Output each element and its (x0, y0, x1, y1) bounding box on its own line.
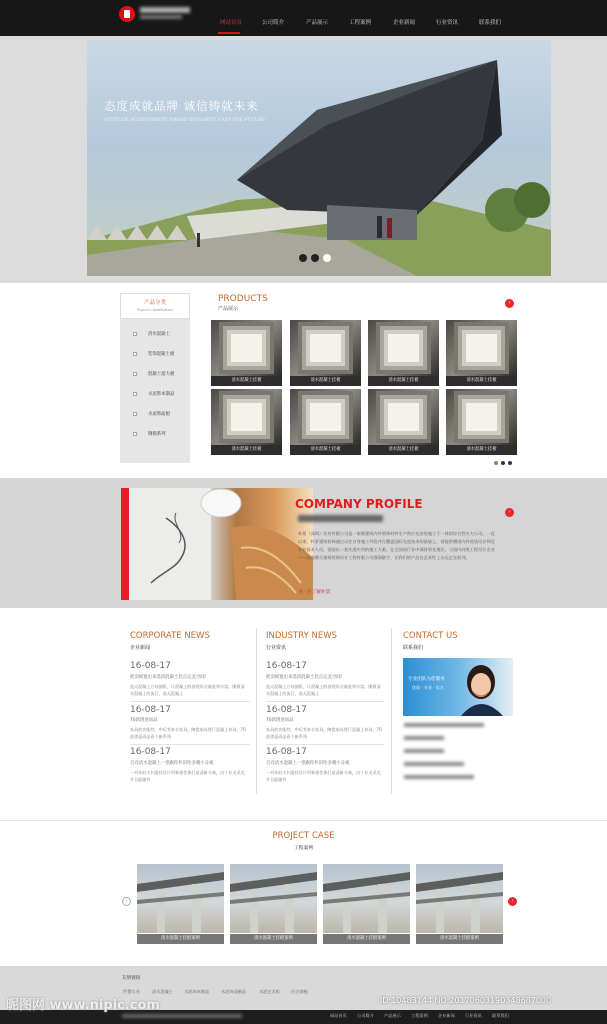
project-image[interactable] (137, 864, 224, 933)
banner-dot-3[interactable] (323, 254, 331, 262)
product-image[interactable] (211, 320, 282, 376)
bridge-illustration (323, 864, 410, 933)
contact-info-line (404, 749, 444, 753)
news-text: 一对年轻夫妇委托设计所新建住体打造清新分离，由于业司采光并且能随有 (266, 770, 381, 782)
contact-info-line (404, 762, 464, 766)
friend-link[interactable]: 仿古钢模 (291, 989, 308, 994)
nav-contact[interactable]: 联系我们 (479, 20, 502, 26)
products-subtitle: 产品展示 (218, 306, 239, 312)
products-dot-3[interactable] (508, 461, 512, 465)
category-icon (133, 432, 137, 436)
category-icon (133, 392, 137, 396)
category-header (120, 293, 190, 319)
industry-news-title: INDUSTRY NEWS (266, 631, 338, 641)
friend-link[interactable]: 清水混凝土 (152, 989, 173, 994)
news-date: 16-08-17 (130, 705, 171, 715)
news-title[interactable]: 把旧闲置出来选清混凝土装点完美空间！ (130, 675, 210, 680)
news-title[interactable]: 70款创意而品 (130, 718, 158, 723)
company-description: 朴景（深圳）实业有限公司是一家集建筑内外装饰材料生产供应及安装施工于一体的综合性实力公司。一直以来，朴景建筑装饰通过以往自身施工经验并在覆盖国际先进技术的基础上，视能带德国内外优质设计师及专业技术人员，创造出一套先进实用的施工方案，在全国同行业中保持领先地位，与国内同类工程设计企业——河南鼎合建筑装饰设计工程有限公司强强联手，让我们的产品在艺术性上永远走在前列。 (298, 531, 495, 560)
bridge-illustration (230, 864, 317, 933)
watermark-logo: 昵图网 www.nipic.com (6, 998, 160, 1013)
product-label[interactable]: 清水混凝土挂板 (290, 376, 361, 386)
product-image[interactable] (368, 389, 439, 445)
banner-dot-2[interactable] (311, 254, 319, 262)
product-image[interactable] (446, 320, 517, 376)
product-image[interactable] (290, 389, 361, 445)
category-item-5[interactable]: 水泥饰面板 (148, 412, 170, 417)
nav-cases[interactable]: 工程案例 (349, 20, 372, 26)
project-image[interactable] (416, 864, 503, 933)
nav-active-indicator (218, 32, 240, 34)
project-label[interactable]: 清水混凝土挂板案例 (230, 934, 317, 944)
category-icon (133, 352, 137, 356)
bottom-nav-company-news[interactable]: 企业新闻 (438, 1013, 455, 1018)
news-title[interactable]: 把旧闲置出来选清混凝土装点完美空间！ (266, 675, 346, 680)
category-item-4[interactable]: 水泥饰本制品 (148, 392, 175, 397)
contact-title: CONTACT US (403, 631, 458, 641)
hero-banner-image (87, 40, 551, 276)
project-case-subtitle: 工程案例 (293, 846, 314, 851)
category-item-2[interactable]: 装饰混凝土板 (148, 352, 175, 357)
bottom-nav-industry-news[interactable]: 行业资讯 (465, 1013, 482, 1018)
project-image[interactable] (323, 864, 410, 933)
project-case-title: PROJECT CASE (272, 831, 335, 841)
divider (266, 701, 384, 702)
product-label[interactable]: 清水混凝土挂板 (446, 445, 517, 455)
project-next-button[interactable] (508, 897, 517, 906)
product-label[interactable]: 清水混凝土挂板 (368, 445, 439, 455)
chevron-right-icon: › (508, 509, 511, 515)
friend-links-title: 友情链接 (122, 976, 141, 981)
divider (130, 701, 250, 702)
news-date: 16-08-17 (130, 661, 171, 671)
friend-link[interactable]: 水泥饰面制品 (221, 989, 247, 994)
product-label[interactable]: 清水混凝土挂板 (211, 445, 282, 455)
bottom-nav-products[interactable]: 产品展示 (384, 1013, 401, 1018)
product-image[interactable] (290, 320, 361, 376)
products-more-button[interactable] (505, 299, 514, 308)
project-prev-button[interactable] (122, 897, 131, 906)
logo-icon[interactable] (119, 6, 135, 22)
company-profile-title: COMPANY PROFILE (295, 497, 423, 511)
project-label[interactable]: 清水混凝土挂板案例 (137, 934, 224, 944)
column-divider (391, 628, 392, 794)
company-more-link[interactable]: 进一步了解朴景 (298, 590, 331, 595)
customer-service-image (403, 658, 513, 716)
contact-subtitle: 联系我们 (403, 645, 424, 651)
column-divider (256, 628, 257, 794)
news-text: 选无混凝土台灿面板，让混凝土的表现形式源此到丰富，随着清水混凝土的流行，选无混凝土 (130, 684, 245, 696)
chevron-right-icon: › (508, 300, 511, 306)
news-title[interactable]: 70款创意而品 (266, 718, 294, 723)
bottom-nav-home[interactable]: 网站首页 (330, 1013, 347, 1018)
logo-subtext (140, 15, 182, 19)
news-date: 16-08-17 (266, 747, 307, 757)
project-label[interactable]: 清水混凝土挂板案例 (416, 934, 503, 944)
section-divider (0, 820, 607, 821)
contact-info-line (404, 775, 474, 779)
top-header (0, 0, 607, 36)
product-image[interactable] (211, 389, 282, 445)
banner-dot-1[interactable] (299, 254, 307, 262)
news-text: 家具的功能性，中仅有本衣家具，陶瓷家具透行混凝土家具，70款创意而品看个新系列 (266, 727, 382, 739)
banner-slogan: 态度成就品牌 诚信铸就未来 (104, 99, 259, 113)
corporate-news-title: CORPORATE NEWS (130, 631, 210, 641)
corporate-news-subtitle: 企业新闻 (130, 645, 151, 651)
bridge-illustration (137, 864, 224, 933)
interior-illustration (121, 488, 313, 600)
news-date: 16-08-17 (266, 661, 307, 671)
bottom-nav-contact[interactable]: 联系我们 (492, 1013, 509, 1018)
product-image[interactable] (446, 389, 517, 445)
chevron-left-icon: ‹ (125, 898, 128, 904)
category-subtitle: Product classification (137, 308, 173, 312)
divider (266, 744, 384, 745)
news-text: 一对年轻夫妇委托设计所新建住体打造清新分离，由于业司采光并且能随有 (130, 770, 245, 782)
bridge-illustration (416, 864, 503, 933)
news-title[interactable]: 自诠清水混凝土一堂跟你怀旧哈多晓小分离 (266, 761, 350, 766)
contact-info-line (404, 736, 444, 740)
bottom-nav-cases[interactable]: 工程案例 (411, 1013, 428, 1018)
contact-banner-subtext: 优质 · 专业 · 实力 (412, 685, 444, 690)
products-dot-2[interactable] (501, 461, 505, 465)
project-image[interactable] (230, 864, 317, 933)
nav-products[interactable]: 产品展示 (306, 20, 329, 26)
nav-about[interactable]: 公司简介 (262, 20, 285, 26)
chevron-right-icon: › (511, 898, 514, 904)
category-item-6[interactable]: 钢模系列 (148, 432, 166, 437)
nav-company-news[interactable]: 企业新闻 (393, 20, 416, 26)
product-image[interactable] (368, 320, 439, 376)
nav-industry-news[interactable]: 行业资讯 (436, 20, 459, 26)
company-name-blurred (298, 515, 383, 522)
logo-text[interactable] (140, 7, 190, 13)
news-text: 选无混凝土台灿面板，让混凝土的表现形式源此到丰富，随着清水混凝土的流行，选无混凝土 (266, 684, 381, 696)
news-date: 16-08-17 (266, 705, 307, 715)
company-image (121, 488, 313, 600)
divider (130, 744, 250, 745)
category-item-1[interactable]: 清水混凝土 (148, 332, 170, 337)
copyright-text-blurred (122, 1014, 242, 1018)
friend-link[interactable]: 水泥艺术板 (259, 989, 280, 994)
building-illustration (87, 40, 551, 276)
project-label[interactable]: 清水混凝土挂板案例 (323, 934, 410, 944)
friend-link[interactable]: 水泥饰本制品 (184, 989, 210, 994)
company-next-button[interactable] (505, 508, 514, 517)
category-icon (133, 412, 137, 416)
friend-link[interactable]: 件置实业 (123, 989, 140, 994)
product-label[interactable]: 清水混凝土挂板 (211, 376, 282, 386)
banner-slogan-en: ATTITUDE ACHIEVEMENT BRAND INTEGRITY CAST THE FUTURE (104, 118, 266, 123)
category-item-3[interactable]: 混凝土超大板 (148, 372, 175, 377)
news-date: 16-08-17 (130, 747, 171, 757)
nav-home[interactable]: 网站首页 (220, 20, 243, 26)
contact-banner-text: 专业团队为您服务 (408, 677, 445, 682)
product-label[interactable]: 清水混凝土挂板 (446, 376, 517, 386)
industry-news-subtitle: 行业资讯 (266, 645, 287, 651)
news-title[interactable]: 自诠清水混凝土一堂跟你怀旧哈多晓小分离 (130, 761, 214, 766)
contact-info-line (404, 723, 484, 727)
category-icon (133, 332, 137, 336)
product-label[interactable]: 清水混凝土挂板 (368, 376, 439, 386)
news-text: 家具的功能性，中仅有本衣家具，陶瓷家具透行混凝土家具，70款创意而品看个新系列 (130, 727, 246, 739)
category-icon (133, 372, 137, 376)
category-title: 产品分类 (143, 300, 166, 306)
bottom-nav-about[interactable]: 公司简介 (357, 1013, 374, 1018)
products-title: PRODUCTS (218, 294, 268, 304)
products-dot-1[interactable] (494, 461, 498, 465)
product-label[interactable]: 清水混凝土挂板 (290, 445, 361, 455)
watermark-id: ID:10483144 NO:20170603190348687000 (380, 996, 552, 1005)
